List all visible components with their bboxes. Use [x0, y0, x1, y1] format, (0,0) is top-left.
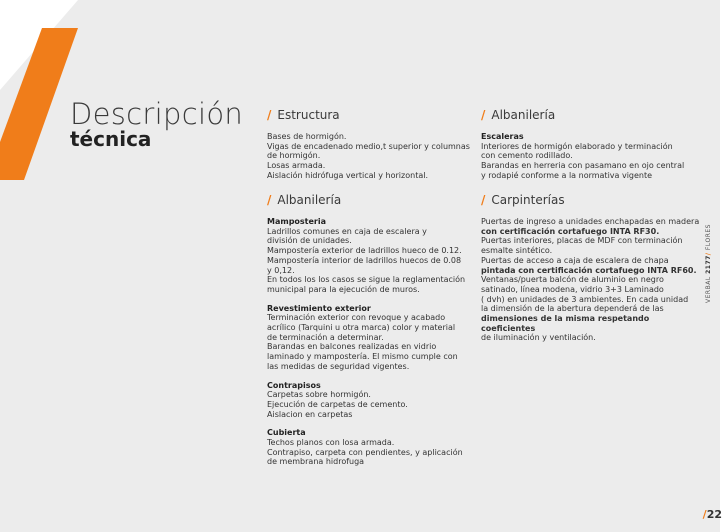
- slash-icon: /: [267, 108, 272, 122]
- section-heading: / Estructura: [267, 108, 340, 122]
- section-albanileria-right: [481, 108, 701, 181]
- section-albanileria-left: [267, 193, 472, 467]
- slash-icon: /: [267, 193, 272, 207]
- estructura-text: Bases de hormigón. Vigas de encadenado medio,t superior y columnas de hormigón. Losas armada. Aislación hidrófuga vertical y horizontal.: [267, 132, 470, 180]
- section-estructura: [267, 108, 472, 181]
- title-line-2: técnica: [70, 127, 152, 151]
- section-heading: / Albanilería: [267, 193, 342, 207]
- slash-icon: /: [481, 108, 486, 122]
- side-project-label: VERBAL 2177/ FLORES: [705, 224, 712, 303]
- section-heading: / Albanilería: [481, 108, 556, 122]
- group-title: Mamposteria: [267, 217, 327, 226]
- group-title: Revestimiento exterior: [267, 303, 371, 313]
- section-carpinterias: [481, 193, 703, 343]
- group-title: Cubierta: [267, 428, 306, 438]
- albanileria-left-text: Mamposteria Ladrillos comunes en caja de escalera y división de unidades. Mampostería exterior de ladrillos hueco de 0.12. Mampostería interior de ladrillos huecos de 0.08 y 0,12. En todos los los casos se sigue la reglamentación municipal para la ejecución de muros. Revestimiento exterior Terminación exterior con revoque y acabado acrílico (Tarquini u otra marca) color y material de terminación a determinar. Barandas en balcones realizadas en vidrio laminado y mampostería. El mismo cumple con las medidas de seguridad vigentes. Contrapisos Carpetas sobre hormigón. Ejecución de carpetas de cemento. Aislacion en carpetas Cubierta Techos planos con losa armada. Contrapiso, carpeta con pendientes, y aplicación de membrana hidrofuga: [267, 217, 472, 467]
- albanileria-right-text: Escaleras Interiores de hormigón elaborado y terminación con cemento rodillado. Barandas en herreria con pasamano en ojo central y rodapié conforme a la normativa vigente: [481, 132, 701, 181]
- title-line-1: Descripción: [70, 97, 244, 131]
- slash-icon: /: [481, 193, 486, 207]
- group-title: Contrapisos: [267, 380, 321, 390]
- section-heading: / Carpinterías: [481, 193, 565, 207]
- carpinterias-text: Puertas de ingreso a unidades enchapadas en madera con certificación cortafuego INTA RF30. Puertas interiores, placas de MDF con terminación esmalte sintético. Puertas de acceso a caja de escalera de chapa pintada con certificación cortafuego INTA RF60. Ventanas/puerta balcón de aluminio en negro satinado, línea modena, vidrio 3+3 Laminado ( dvh) en unidades de 3 ambientes. En cada unidad la dimensión de la abertura dependerá de las dimensiones de la misma respetando coeficientes de iluminación y ventilación.: [481, 217, 700, 343]
- group-title: Escaleras: [481, 132, 524, 141]
- page-number: /22: [702, 508, 722, 521]
